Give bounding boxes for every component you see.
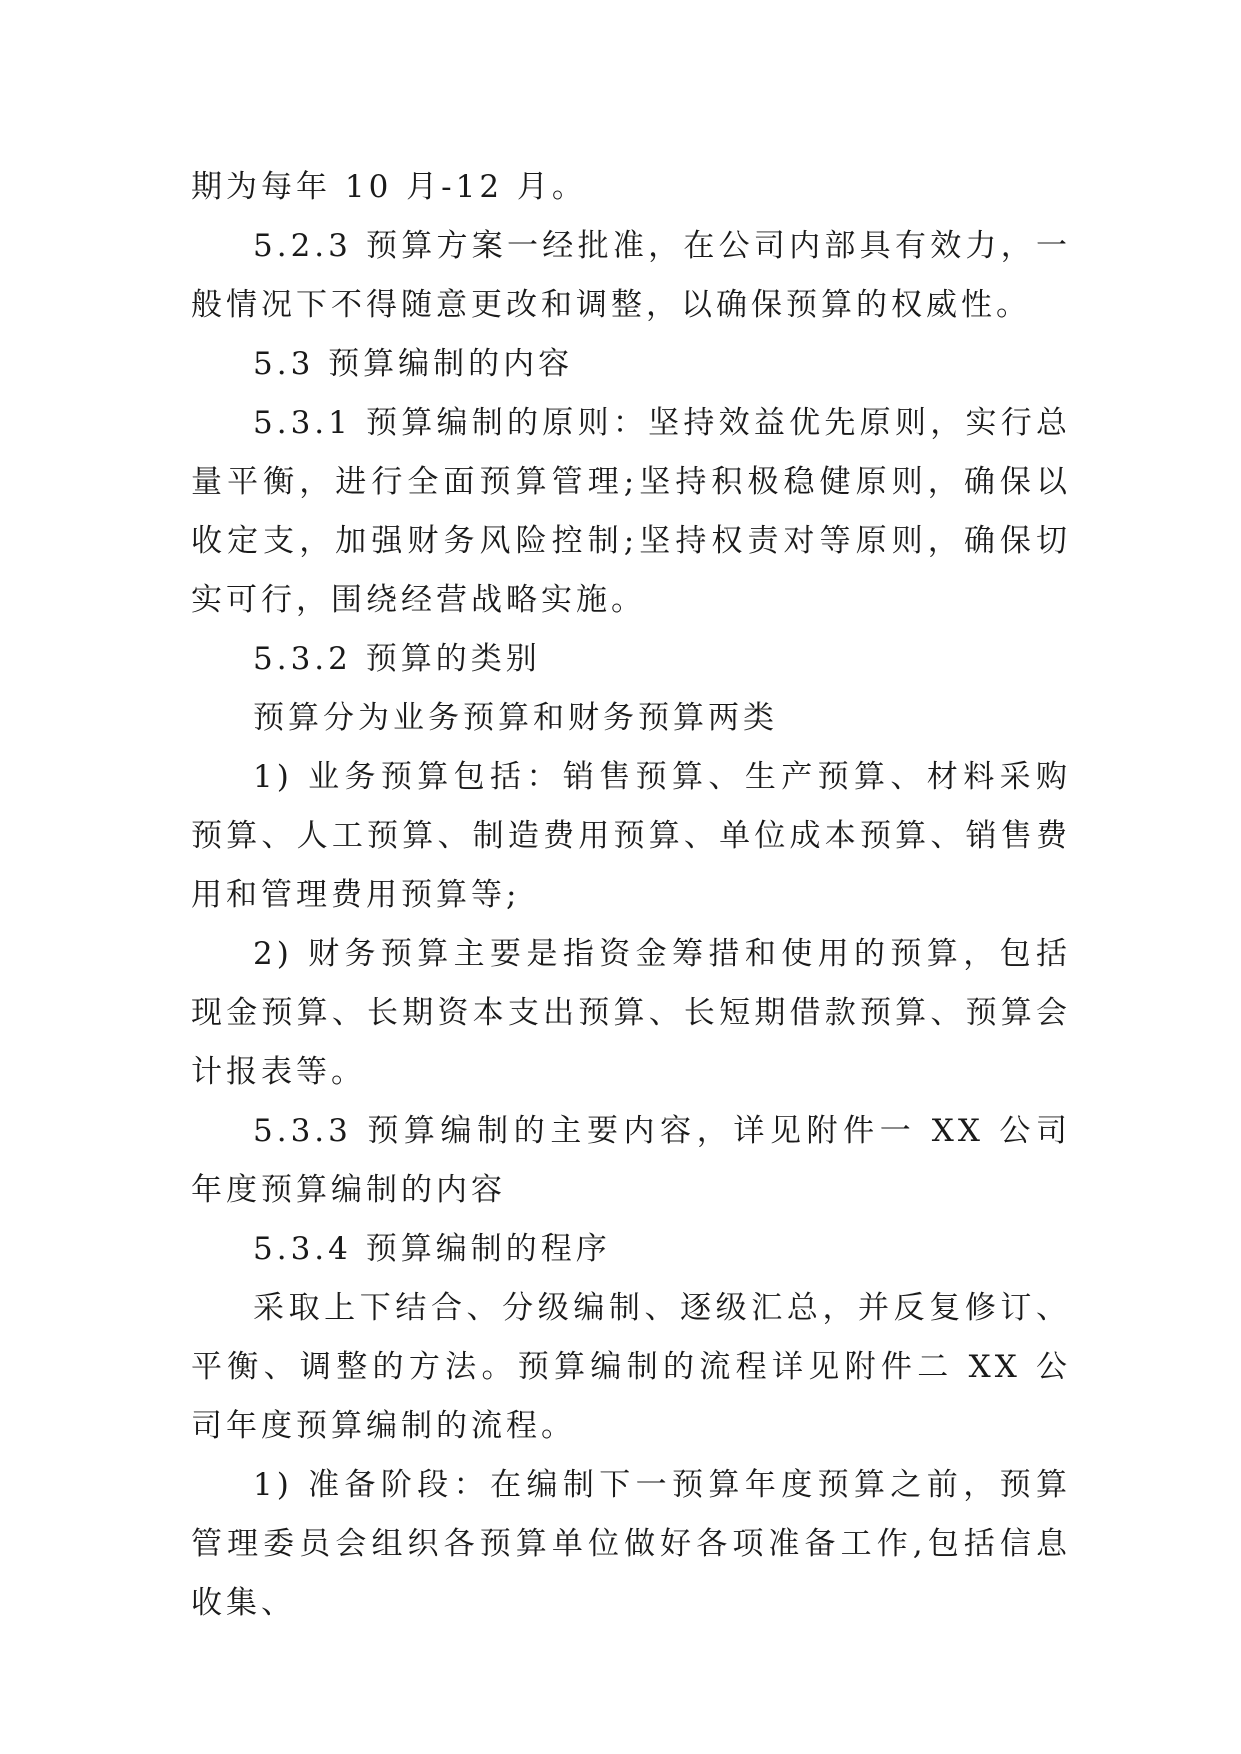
document-page bbox=[191, 158, 1071, 1633]
paragraph-1: 期为每年 10 月-12 月。 bbox=[191, 169, 587, 205]
paragraph-6: 预算分为业务预算和财务预算两类 bbox=[253, 700, 778, 736]
list-item-3: 1) 准备阶段：在编制下一预算年度预算之前，预算管理委员会组织各预算单位做好各项准备工作,包括信息收集、 bbox=[191, 1467, 1071, 1621]
paragraph-2: 5.2.3 预算方案一经批准，在公司内部具有效力，一般情况下不得随意更改和调整，以确保预算的权威性。 bbox=[191, 228, 1071, 323]
paragraph-4: 5.3.1 预算编制的原则：坚持效益优先原则，实行总量平衡，进行全面预算管理;坚持积极稳健原则，确保以收定支，加强财务风险控制;坚持权责对等原则，确保切实可行，围绕经营战略实施。 bbox=[191, 405, 1071, 618]
paragraph-9: 5.3.3 预算编制的主要内容，详见附件一 XX 公司年度预算编制的内容 bbox=[191, 1113, 1071, 1208]
list-item-2: 2) 财务预算主要是指资金筹措和使用的预算，包括现金预算、长期资本支出预算、长短期借款预算、预算会计报表等。 bbox=[191, 936, 1071, 1090]
section-heading-5-3-2: 5.3.2 预算的类别 bbox=[253, 641, 541, 677]
list-item-1: 1) 业务预算包括：销售预算、生产预算、材料采购预算、人工预算、制造费用预算、单位成本预算、销售费用和管理费用预算等; bbox=[191, 759, 1071, 913]
section-heading-5-3: 5.3 预算编制的内容 bbox=[253, 346, 574, 382]
paragraph-11: 采取上下结合、分级编制、逐级汇总，并反复修订、平衡、调整的方法。预算编制的流程详见附件二 XX 公司年度预算编制的流程。 bbox=[191, 1290, 1071, 1444]
section-heading-5-3-4: 5.3.4 预算编制的程序 bbox=[253, 1231, 611, 1267]
